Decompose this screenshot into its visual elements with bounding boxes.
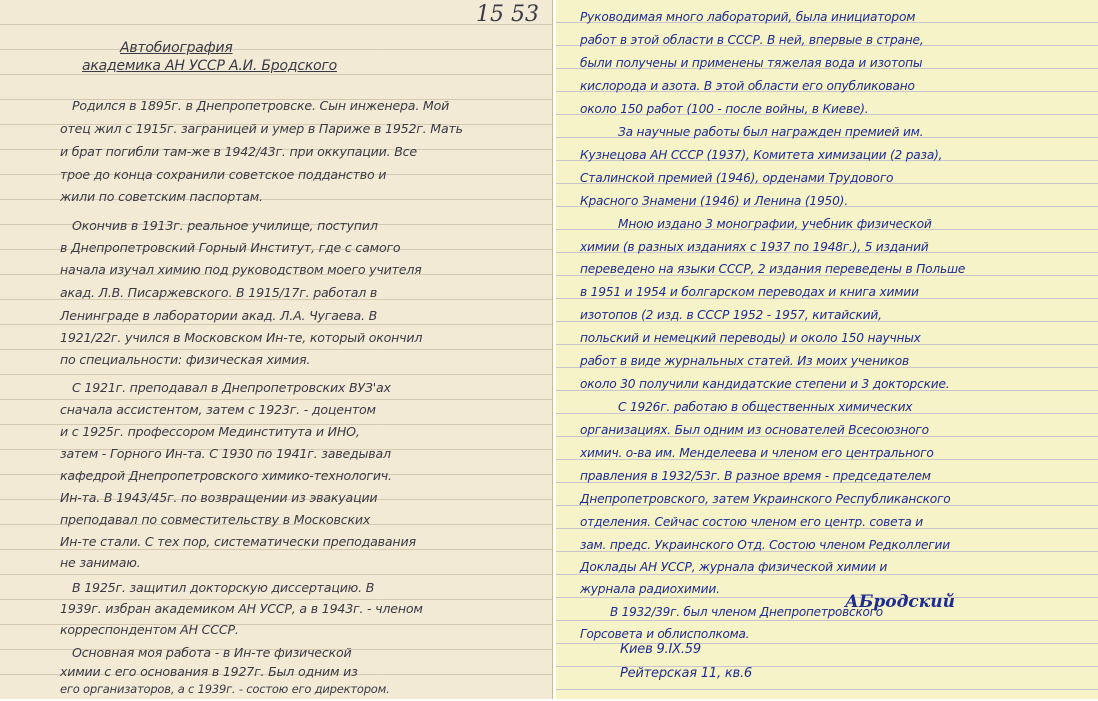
left-text-line: жили по советским паспортам. <box>60 189 263 204</box>
autobiography-title: Автобиография <box>120 40 233 56</box>
left-text-line: сначала ассистентом, затем с 1923г. - доцентом <box>60 402 376 417</box>
left-text-line: Ин-та. В 1943/45г. по возвращении из эвакуации <box>60 490 378 505</box>
right-text-line: журнала радиохимии. <box>580 582 720 596</box>
left-text-line: 1921/22г. учился в Московском Ин-те, который окончил <box>60 330 423 345</box>
right-text-line: зам. предс. Украинского Отд. Состою членом Редколлегии <box>580 538 950 552</box>
right-text-line: химии (в разных изданиях с 1937 по 1948г.), 5 изданий <box>580 240 929 254</box>
right-text-line: были получены и применены тяжелая вода и изотопы <box>580 56 923 70</box>
left-text-line: Основная моя работа - в Ин-те физической <box>72 645 352 660</box>
right-text-line: кислорода и азота. В этой области его опубликовано <box>580 79 915 93</box>
right-text-line: Мною издано 3 монографии, учебник физической <box>618 217 932 231</box>
left-text-line: химии с его основания в 1927г. Был одним из <box>60 664 358 679</box>
left-text-line: начала изучал химию под руководством моего учителя <box>60 262 422 277</box>
right-text-line: За научные работы был награжден премией им. <box>618 125 924 139</box>
right-text-line: Горсовета и облисполкома. <box>580 627 750 641</box>
left-text-line: в Днепропетровский Горный Институт, где с самого <box>60 240 401 255</box>
left-text-line: отец жил с 1915г. заграницей и умер в Париже в 1952г. Мать <box>60 121 463 136</box>
right-text-line: Кузнецова АН СССР (1937), Комитета химизации (2 раза), <box>580 148 943 162</box>
right-text-line: изотопов (2 изд. в СССР 1952 - 1957, китайский, <box>580 308 882 322</box>
left-text-line: затем - Горного Ин-та. С 1930 по 1941г. заведывал <box>60 446 391 461</box>
right-text-line: организациях. Был одним из основателей Всесоюзного <box>580 423 929 437</box>
left-text-line: и брат погибли там-же в 1942/43г. при оккупации. Все <box>60 144 417 159</box>
right-text-line: польский и немецкий переводы) и около 150 научных <box>580 331 921 345</box>
left-text-line: по специальности: физическая химия. <box>60 352 311 367</box>
right-text-line: Руководимая много лабораторий, была инициатором <box>580 10 916 24</box>
right-text-line: Доклады АН УССР, журнала физической химии и <box>580 560 888 574</box>
left-text-line: Окончив в 1913г. реальное училище, поступил <box>72 218 378 233</box>
right-text-line: Днепропетровского, затем Украинского Республиканского <box>580 492 951 506</box>
left-text-line: не занимаю. <box>60 555 141 570</box>
left-text-line: трое до конца сохранили советское подданство и <box>60 167 387 182</box>
left-text-line: С 1921г. преподавал в Днепропетровских ВУЗ'ах <box>72 380 391 395</box>
left-text-line: Ин-те стали. С тех пор, систематически преподавания <box>60 534 416 549</box>
left-text-line: Ленинграде в лаборатории акад. Л.А. Чугаева. В <box>60 308 378 323</box>
left-text-line: В 1925г. защитил докторскую диссертацию. В <box>72 580 375 595</box>
right-text-line: около 150 работ (100 - после войны, в Киеве). <box>580 102 869 116</box>
right-text-line: химич. о-ва им. Менделеева и членом его центрального <box>580 446 934 460</box>
right-text-line: работ в виде журнальных статей. Из моих учеников <box>580 354 909 368</box>
home-address: Рейтерская 11, кв.6 <box>620 666 752 681</box>
right-text-line: С 1926г. работаю в общественных химических <box>618 400 913 414</box>
right-text-line: около 30 получили кандидатские степени и 3 докторские. <box>580 377 950 391</box>
left-text-line: преподавал по совместительству в Московских <box>60 512 371 527</box>
left-text-line: акад. Л.В. Писаржевского. В 1915/17г. работал в <box>60 285 378 300</box>
left-text-line: корреспондентом АН СССР. <box>60 622 239 637</box>
left-text-line-hidden-28 <box>300 691 538 701</box>
place-and-date: Киев 9.IX.59 <box>620 642 701 657</box>
right-text-line: В 1932/39г. был членом Днепропетровского <box>610 605 883 619</box>
left-text-line: кафедрой Днепропетровского химико-технологич. <box>60 468 392 483</box>
right-text-line: переведено на языки СССР, 2 издания переведены в Польше <box>580 262 966 276</box>
right-text-line: в 1951 и 1954 и болгарском переводах и книга химии <box>580 285 919 299</box>
author-signature: АБродский <box>845 592 955 612</box>
right-text-line: Сталинской премией (1946), орденами Трудового <box>580 171 894 185</box>
right-text-line: работ в этой области в СССР. В ней, впервые в стране, <box>580 33 924 47</box>
right-text-line: правления в 1932/53г. В разное время - председателем <box>580 469 931 483</box>
right-text-line: Красного Знамени (1946) и Ленина (1950). <box>580 194 848 208</box>
left-text-line: 1939г. избран академиком АН УССР, а в 1943г. - членом <box>60 601 423 616</box>
right-text-line: отделения. Сейчас состою членом его центр. совета и <box>580 515 924 529</box>
left-text-line: его организаторов, а с 1939г. - состою его директором. <box>60 682 390 696</box>
archive-page-number: 15 53 <box>476 2 539 27</box>
left-text-line: Родился в 1895г. в Днепропетровске. Сын инженера. Мой <box>72 98 450 113</box>
left-text-line: и с 1925г. профессором Мединститута и ИНО, <box>60 424 360 439</box>
autobiography-subtitle: академика АН УССР А.И. Бродского <box>82 58 337 74</box>
